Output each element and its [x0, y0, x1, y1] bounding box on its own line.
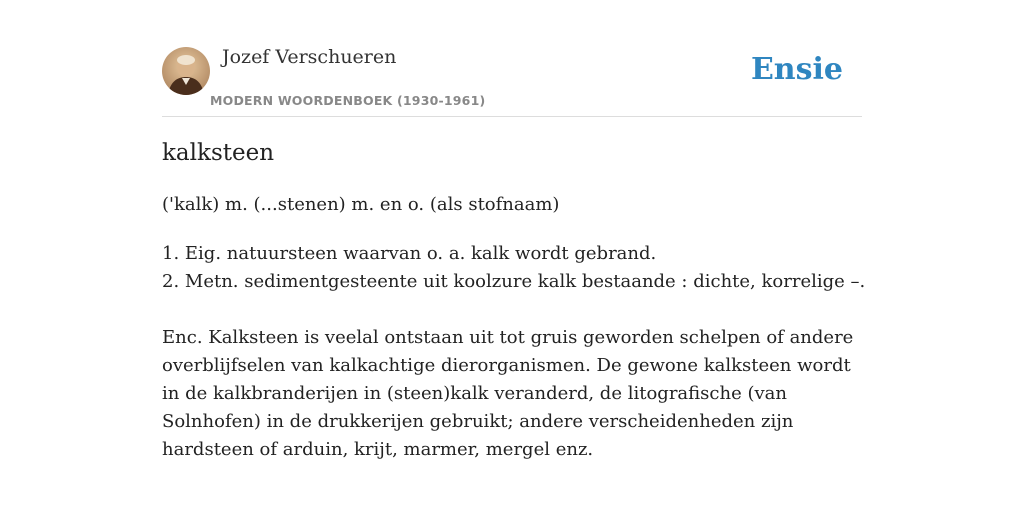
page-header: [162, 44, 862, 117]
encyclopedic-text: Enc. Kalksteen is veelal ontstaan uit tot gruis geworden schelpen of andere overblijfselen van kalkachtige dierorganismen. De gewone kalksteen wordt in de kalkbranderijen in (steen)kalk veranderd, de litografische (van Solnhofen) in de drukkerijen gebruikt; andere verscheidenheden zijn hardsteen of arduin, krijt, marmer, mergel enz.: [162, 327, 854, 460]
sense-item: 1. Eig. natuursteen waarvan o. a. kalk wordt gebrand.: [162, 243, 657, 264]
sense-item: 2. Metn. sedimentgesteente uit koolzure kalk bestaande : dichte, korrelige –.: [162, 271, 866, 292]
dictionary-source[interactable]: MODERN WOORDENBOEK (1930-1961): [210, 93, 486, 108]
entry-headword: kalksteen: [162, 140, 275, 166]
author-avatar[interactable]: [162, 47, 210, 95]
ensie-logo[interactable]: Ensie: [750, 52, 843, 87]
author-name[interactable]: Jozef Verschueren: [222, 46, 397, 68]
sense-list: [162, 240, 866, 296]
entry-grammar: ('kalk) m. (...stenen) m. en o. (als stofnaam): [162, 194, 560, 215]
